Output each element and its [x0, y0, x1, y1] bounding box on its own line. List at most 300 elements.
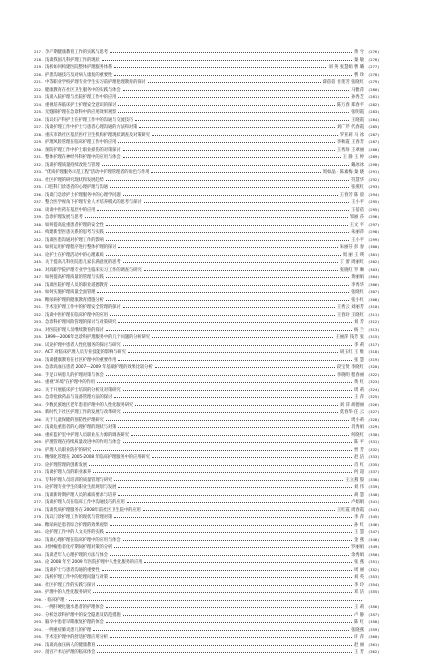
entry-number: 233. — [34, 169, 44, 174]
entry-number: 263. — [34, 394, 44, 399]
entry-number: 243. — [34, 244, 44, 249]
entry-authors: 王秀云 刘丽芳 — [336, 305, 364, 310]
entry-authors: 孙 红 — [354, 522, 364, 528]
dot-leader — [123, 304, 335, 308]
entry-title: 口腔科门诊患者的心理护理与沟通 — [45, 185, 108, 190]
dot-leader — [106, 604, 352, 608]
entry-title: 关于开展临床护士培训的分析及对策研究 — [45, 387, 121, 393]
entry-authors: 朱丽萍 — [351, 230, 364, 235]
entry-number: 248. — [34, 281, 44, 287]
entry-title: 浅谈优质护理服务在 2008年前社区卫生院中的应用 — [45, 507, 141, 513]
entry-authors: 张燕红 — [351, 185, 364, 190]
entry-number: 246. — [34, 266, 44, 272]
toc-entry — [34, 221, 396, 229]
entry-title: 浅议妇产科护士在护理工作中的沟通与交流技巧 — [45, 117, 134, 123]
entry-authors: 段宝贤 李晓红 — [336, 365, 364, 370]
entry-number: 218. — [34, 56, 44, 62]
entry-number: 232. — [34, 161, 44, 167]
dot-leader — [85, 214, 348, 218]
entry-page: (276) — [368, 49, 380, 54]
entry-title: 对高职学院护理专业学生临床实习工作的调查与研究 — [45, 267, 142, 273]
entry-title: 手足口病患儿的护理对策与体会 — [45, 372, 104, 378]
entry-page: (357) — [368, 611, 380, 617]
dot-leader — [155, 364, 335, 368]
entry-number: 284. — [34, 551, 44, 557]
entry-page: (290) — [368, 161, 380, 167]
entry-page: (291) — [368, 169, 380, 174]
entry-page: (356) — [368, 604, 380, 609]
entry-page: (306) — [368, 281, 380, 287]
entry-number: 234. — [34, 176, 44, 182]
entry-title: 整合医学视角下护理专业人才培养模式的思考与探讨 — [45, 200, 142, 205]
dot-leader — [114, 64, 326, 68]
entry-authors: 赵 洁 — [354, 455, 364, 460]
toc-entry — [34, 296, 396, 304]
entry-number: 239. — [34, 214, 44, 219]
entry-number: 231. — [34, 154, 44, 159]
entry-number: 279. — [34, 514, 44, 519]
entry-number: 291. — [34, 604, 44, 609]
toc-entry — [34, 528, 396, 536]
dot-leader — [123, 612, 352, 616]
entry-page: (339) — [368, 484, 380, 489]
entry-page: (329) — [368, 424, 380, 429]
entry-title: 关于提高儿科住院患儿家长满意度的思考 — [45, 260, 121, 265]
entry-authors: 何晓红 — [351, 432, 364, 438]
entry-authors: 刘 芳 — [354, 320, 364, 325]
entry-title: 重视"环境"在护理中的作用 — [45, 380, 95, 385]
entry-page: (343) — [368, 506, 380, 512]
entry-authors: 黄丽娟 — [351, 275, 364, 280]
toc-entry — [34, 146, 396, 154]
toc-entry — [34, 573, 396, 581]
dot-leader — [97, 582, 352, 586]
entry-number: 275. — [34, 484, 44, 489]
entry-title: 如何提高护理质量的管理与实践 — [45, 275, 104, 280]
entry-authors: 王春芳 陈 晨 — [339, 192, 364, 198]
dot-leader — [152, 334, 333, 338]
entry-title: 浅谈医院护理人员的职业道德教育 — [45, 282, 108, 288]
entry-authors: 肖秀娟 — [351, 425, 364, 430]
entry-number: 259. — [34, 364, 44, 369]
dot-leader — [114, 394, 352, 398]
entry-authors: 王 莉 — [354, 605, 364, 610]
dot-leader — [97, 642, 352, 646]
dot-leader — [106, 177, 349, 181]
entry-authors: 邹丽 莎 — [349, 215, 364, 220]
entry-authors: 张晓红 罗 琳 — [339, 267, 364, 273]
dot-leader — [89, 462, 352, 466]
entry-title: 预防护理工作中护士职业损伤的对策探讨 — [45, 147, 121, 153]
entry-number: 270. — [34, 446, 44, 452]
entry-authors: 刘 英 — [354, 575, 364, 580]
toc-entry — [34, 251, 396, 259]
entry-authors: 王 芳 — [354, 650, 364, 655]
entry-number: 247. — [34, 274, 44, 279]
entry-authors: 王小平 — [351, 237, 364, 243]
entry-title: 浅谈老年人心理护理的方法与体会 — [45, 552, 108, 558]
dot-leader — [97, 649, 352, 653]
toc-entry — [34, 461, 396, 469]
toc-entry — [34, 273, 396, 281]
entry-number: 295. — [34, 634, 44, 639]
entry-authors: 李秀华 — [351, 282, 364, 288]
entry-page: (324) — [368, 386, 380, 392]
dot-leader — [144, 267, 338, 271]
entry-page: (285) — [368, 124, 380, 129]
entry-page: (319) — [368, 356, 380, 362]
toc-entry — [34, 378, 396, 386]
dot-leader — [151, 169, 320, 173]
dot-leader — [106, 252, 341, 256]
dot-leader — [152, 454, 352, 458]
entry-number: 269. — [34, 439, 44, 444]
entry-title: 护理中的人性化服务研究 — [45, 590, 92, 595]
entry-title: 护理人员职业防护的研究 — [45, 447, 92, 453]
entry-page: (362) — [368, 649, 380, 654]
entry-authors: 秦 敏 — [354, 57, 364, 63]
toc-entry — [34, 183, 396, 191]
dot-leader — [93, 447, 352, 451]
toc-entry — [34, 333, 396, 341]
entry-authors: 王文 平 — [349, 222, 364, 228]
entry-page: (325) — [368, 394, 380, 399]
dot-leader — [97, 289, 349, 293]
toc-entry — [34, 596, 396, 604]
entry-page: (350) — [368, 551, 380, 557]
dot-leader — [123, 342, 352, 346]
toc-entry — [34, 341, 396, 349]
dot-leader — [69, 597, 362, 601]
entry-number: 264. — [34, 401, 44, 407]
entry-authors: 陈 平 — [354, 440, 364, 445]
entry-page: (311) — [368, 311, 380, 317]
toc-entry — [34, 558, 396, 566]
toc-entry — [34, 401, 396, 409]
dot-leader — [110, 312, 335, 316]
toc-entry — [34, 198, 396, 206]
entry-page: (352) — [368, 566, 380, 572]
entry-page: (359) — [368, 626, 380, 632]
entry-title: 重庆市新社区基层医疗卫生机构护理现状调查及对策研究 — [45, 132, 150, 138]
entry-authors: 李 玲 — [354, 582, 364, 588]
toc-entry — [34, 116, 396, 124]
entry-number: 245. — [34, 259, 44, 264]
entry-page: (326) — [368, 401, 380, 407]
entry-title: 护理风险管理在临床护理工作中的应用 — [45, 140, 117, 145]
entry-authors: 李秋霞 王春芳 — [336, 140, 364, 145]
entry-number: 256. — [34, 341, 44, 347]
dot-leader — [114, 514, 352, 518]
entry-page: (283) — [368, 109, 380, 114]
entry-page: (328) — [368, 416, 380, 422]
entry-page: (287) — [368, 139, 380, 144]
entry-page: (277) — [368, 64, 380, 69]
dot-leader — [102, 162, 350, 166]
entry-page: (355) — [368, 589, 380, 594]
entry-authors: 孙秀芝 — [351, 95, 364, 100]
dot-leader — [131, 432, 349, 436]
entry-title: 浅谈护理质量持续改进与管理 — [45, 162, 100, 168]
dot-leader — [110, 184, 349, 188]
entry-title: 一例肝硬化腹水患者的护理体会 — [45, 605, 104, 610]
entry-number: 289. — [34, 589, 44, 594]
entry-number: 227. — [34, 124, 44, 129]
entry-title: 浅谈心理护理在临床护理中的应用与体会 — [45, 537, 121, 543]
entry-number: 273. — [34, 469, 44, 474]
entry-title: 论护理管理的创新发展 — [45, 462, 87, 468]
entry-title: 脑卒中患者早期康复护理的体会 — [45, 620, 104, 625]
entry-page: (281) — [368, 94, 380, 99]
entry-title: 无缝隙护理在急诊科中的应用效果观察 — [45, 110, 117, 115]
entry-page: (295) — [368, 199, 380, 204]
toc-entry — [34, 78, 396, 86]
entry-title: 手术室护理工作中的护理安全管理的探讨 — [45, 305, 121, 310]
toc-entry — [34, 521, 396, 529]
entry-authors: 刘 英 张慧娟 曹 璐 — [328, 65, 364, 70]
toc-entry — [34, 438, 396, 446]
dot-leader — [114, 477, 343, 481]
toc-entry — [34, 483, 396, 491]
entry-page: (327) — [368, 409, 380, 414]
entry-authors: 李 莉 — [354, 342, 364, 348]
entry-page: (331) — [368, 439, 380, 444]
entry-title: 社区护理的研究现状和发展趋势 — [45, 177, 104, 183]
toc-entry — [34, 228, 396, 236]
toc-entry — [34, 641, 396, 649]
entry-title: 浅谈医患沟通对护理工作的影响 — [45, 237, 104, 243]
dot-leader — [118, 94, 349, 98]
dot-leader — [106, 274, 349, 278]
entry-number: 226. — [34, 116, 44, 122]
entry-authors: 王晓霞 — [351, 117, 364, 123]
entry-number: 271. — [34, 454, 44, 459]
entry-number: 223. — [34, 94, 44, 99]
dot-leader — [152, 132, 338, 136]
entry-page: (360) — [368, 634, 380, 639]
entry-authors: 许 萍 — [354, 635, 364, 640]
entry-title: 浅谈护理人员的职业素养 — [45, 470, 92, 475]
entry-number: 242. — [34, 236, 44, 242]
toc-entry — [34, 626, 396, 634]
toc-entry — [34, 648, 396, 656]
entry-page: (293) — [368, 184, 380, 189]
entry-page: (341) — [368, 499, 380, 504]
dot-leader — [106, 417, 349, 421]
entry-authors: 周 丽 王 瑛 — [342, 252, 364, 258]
dot-leader — [135, 117, 349, 121]
dot-leader — [123, 387, 352, 391]
entry-number: 241. — [34, 229, 44, 234]
entry-number: 287. — [34, 574, 44, 579]
toc-entry — [34, 213, 396, 221]
entry-title: 浅谈门急诊护士护理服务中的心理学问题 — [45, 192, 121, 198]
entry-title: 分析急诊科护理中的安全隐患及防范措施 — [45, 612, 121, 618]
entry-authors: 王丽萍 钱芳 张 — [335, 335, 364, 340]
toc-entry — [34, 326, 396, 334]
entry-title: 1999—2006年急诊科护理服务中的几个问题的分析研究 — [45, 335, 151, 340]
entry-page: (345) — [368, 514, 380, 519]
entry-number: 267. — [34, 424, 44, 429]
entry-authors: 张明霞 — [351, 110, 364, 115]
entry-title: 如何实施护理质量全面管理 — [45, 290, 96, 295]
dot-leader — [93, 589, 352, 593]
entry-page: (300) — [368, 244, 380, 249]
entry-authors: 周 莉 — [354, 387, 364, 393]
entry-page: (296) — [368, 214, 380, 219]
entry-number: 276. — [34, 491, 44, 497]
entry-number: 238. — [34, 206, 44, 212]
entry-page: (354) — [368, 581, 380, 587]
entry-number: 266. — [34, 416, 44, 422]
entry-title: ACT 对临床护理人员专业技能的影响与研究 — [45, 350, 126, 355]
entry-number: 261. — [34, 379, 44, 384]
dot-leader — [118, 244, 337, 248]
entry-number: 230. — [34, 146, 44, 152]
entry-authors: 李晓明 程春丽 — [336, 372, 364, 378]
entry-number: 225. — [34, 109, 44, 114]
entry-number: 290. — [34, 596, 44, 602]
entry-number: 221. — [34, 79, 44, 84]
entry-authors: 周 丽 — [354, 567, 364, 573]
entry-title: 浅谈高血压病人的健康教育 — [45, 642, 96, 648]
entry-title: 浅谈护理工作中护士与患者心理沟通的方法和对策 — [45, 125, 138, 130]
entry-number: 278. — [34, 506, 44, 512]
entry-page: (298) — [368, 229, 380, 234]
dot-leader — [128, 349, 338, 353]
dot-leader — [123, 154, 341, 158]
entry-number: 217. — [34, 49, 44, 54]
toc-entry — [34, 423, 396, 431]
entry-authors: 黄 兮 — [354, 50, 364, 55]
entry-page: (358) — [368, 619, 380, 624]
entry-page: (301) — [368, 251, 380, 257]
entry-number: 288. — [34, 581, 44, 587]
toc-entry — [34, 386, 396, 394]
toc-entry — [34, 101, 396, 109]
entry-title: 对医院护理人员继续教育的探讨 — [45, 327, 104, 333]
entry-page: (317) — [368, 341, 380, 347]
entry-number: 220. — [34, 71, 44, 77]
entry-title: 浅析护理工作中的伦理问题与对策 — [45, 575, 108, 580]
dot-leader — [106, 372, 335, 376]
entry-number: 285. — [34, 559, 44, 564]
entry-number: 250. — [34, 296, 44, 302]
toc-entry — [34, 258, 396, 266]
entry-number: 280. — [34, 521, 44, 527]
dot-leader — [148, 79, 321, 83]
entry-page: (304) — [368, 274, 380, 279]
entry-page: (337) — [368, 469, 380, 474]
dot-leader — [102, 57, 352, 61]
dot-leader — [118, 424, 349, 428]
entry-page: (279) — [368, 79, 380, 84]
toc-entry — [34, 191, 396, 199]
entry-title: 急诊高血压患者 2007—2009 年基础护理的效果比较分析 — [45, 365, 153, 370]
toc-entry — [34, 318, 396, 326]
toc-entry — [34, 506, 396, 514]
entry-authors: 王 萍 — [354, 395, 364, 400]
entry-authors: 李 萍 — [354, 515, 364, 520]
entry-authors: 朱丽芬 彭 春 — [339, 245, 364, 250]
entry-authors: 刘 萍 胡德丽 — [339, 402, 364, 408]
dot-leader — [118, 102, 334, 106]
toc-entry — [34, 168, 396, 176]
toc-entry — [34, 138, 396, 146]
dot-leader — [110, 634, 352, 638]
entry-authors: 王立燕 殷 — [345, 477, 364, 483]
toc-entry — [34, 281, 396, 289]
dot-leader — [118, 109, 349, 113]
entry-page: (294) — [368, 191, 380, 197]
dot-leader — [123, 192, 338, 196]
entry-title: 糖尿病护理的健康教育措施分析 — [45, 297, 104, 303]
entry-authors: 周如晶 · 陈素梅 秦 晓 — [322, 170, 364, 175]
entry-title: 论 2008 年至 2009 年医院护理中人性化服务的应用 — [45, 560, 143, 565]
entry-page: (338) — [368, 476, 380, 482]
entry-title: 浅谈危重患者的心理护理的现状与对策 — [45, 425, 117, 430]
entry-page: (295) — [368, 206, 380, 212]
entry-authors: 王春玲 王晓红 — [336, 312, 364, 318]
entry-title: 浅析如何构建医院整体护理服务体系 — [45, 65, 113, 70]
entry-number: 252. — [34, 311, 44, 317]
entry-page: (297) — [368, 221, 380, 227]
entry-authors: 王 静 王 婷 — [342, 155, 364, 160]
toc-entry — [34, 618, 396, 626]
entry-authors: 邓 洁 — [354, 590, 364, 595]
entry-number: 293. — [34, 619, 44, 624]
toc-entry — [34, 371, 396, 379]
dot-leader — [144, 199, 350, 203]
entry-title: 糖尿病足患者综合护理的效果观察 — [45, 522, 108, 528]
entry-title: 浅谈我国儿科护理工作的现状 — [45, 57, 100, 63]
toc-entry — [34, 431, 396, 439]
entry-page: (289) — [368, 154, 380, 159]
entry-authors: 胡 慧 — [354, 492, 364, 498]
entry-page: (351) — [368, 559, 380, 564]
entry-authors: 卢 静 — [354, 612, 364, 618]
entry-authors: 杨 兰 — [354, 327, 364, 333]
entry-title: 浅谈护理人员在临床工作中沟通技巧的应用 — [45, 500, 125, 505]
dot-leader — [127, 499, 349, 503]
entry-title: 孕产期健康教育工作的实践与思考 — [45, 50, 108, 55]
toc-entry — [34, 363, 396, 371]
entry-page: (320) — [368, 364, 380, 369]
entry-number: 262. — [34, 386, 44, 392]
entry-title: 一例重症肺炎患儿的护理 — [45, 627, 92, 633]
entry-title: 论护士在护理活动中的心理素质 — [45, 252, 104, 258]
entry-page: (348) — [368, 536, 380, 542]
entry-number: 268. — [34, 431, 44, 437]
entry-authors: 王 慧 — [354, 530, 364, 535]
dot-leader — [123, 87, 350, 91]
entry-page: (322) — [368, 371, 380, 377]
entry-title: 如何运用护理程序进行整体护理的探讨 — [45, 245, 117, 250]
dot-leader — [106, 222, 348, 226]
dot-leader — [123, 147, 335, 151]
toc-entry — [34, 243, 396, 251]
entry-page: (332) — [368, 446, 380, 452]
entry-page: (313) — [368, 326, 380, 332]
entry-title: 护理管理在持续质量改进中的作用与体会 — [45, 440, 121, 445]
toc-entry — [34, 566, 396, 574]
entry-authors: 黄 红 — [354, 380, 364, 385]
entry-title: 试论护理中患者人性化服务的探讨与研究 — [45, 342, 121, 348]
entry-number: 296. — [34, 641, 44, 647]
dot-leader — [106, 529, 352, 533]
entry-page: (312) — [368, 319, 380, 324]
toc-entry — [34, 491, 396, 499]
